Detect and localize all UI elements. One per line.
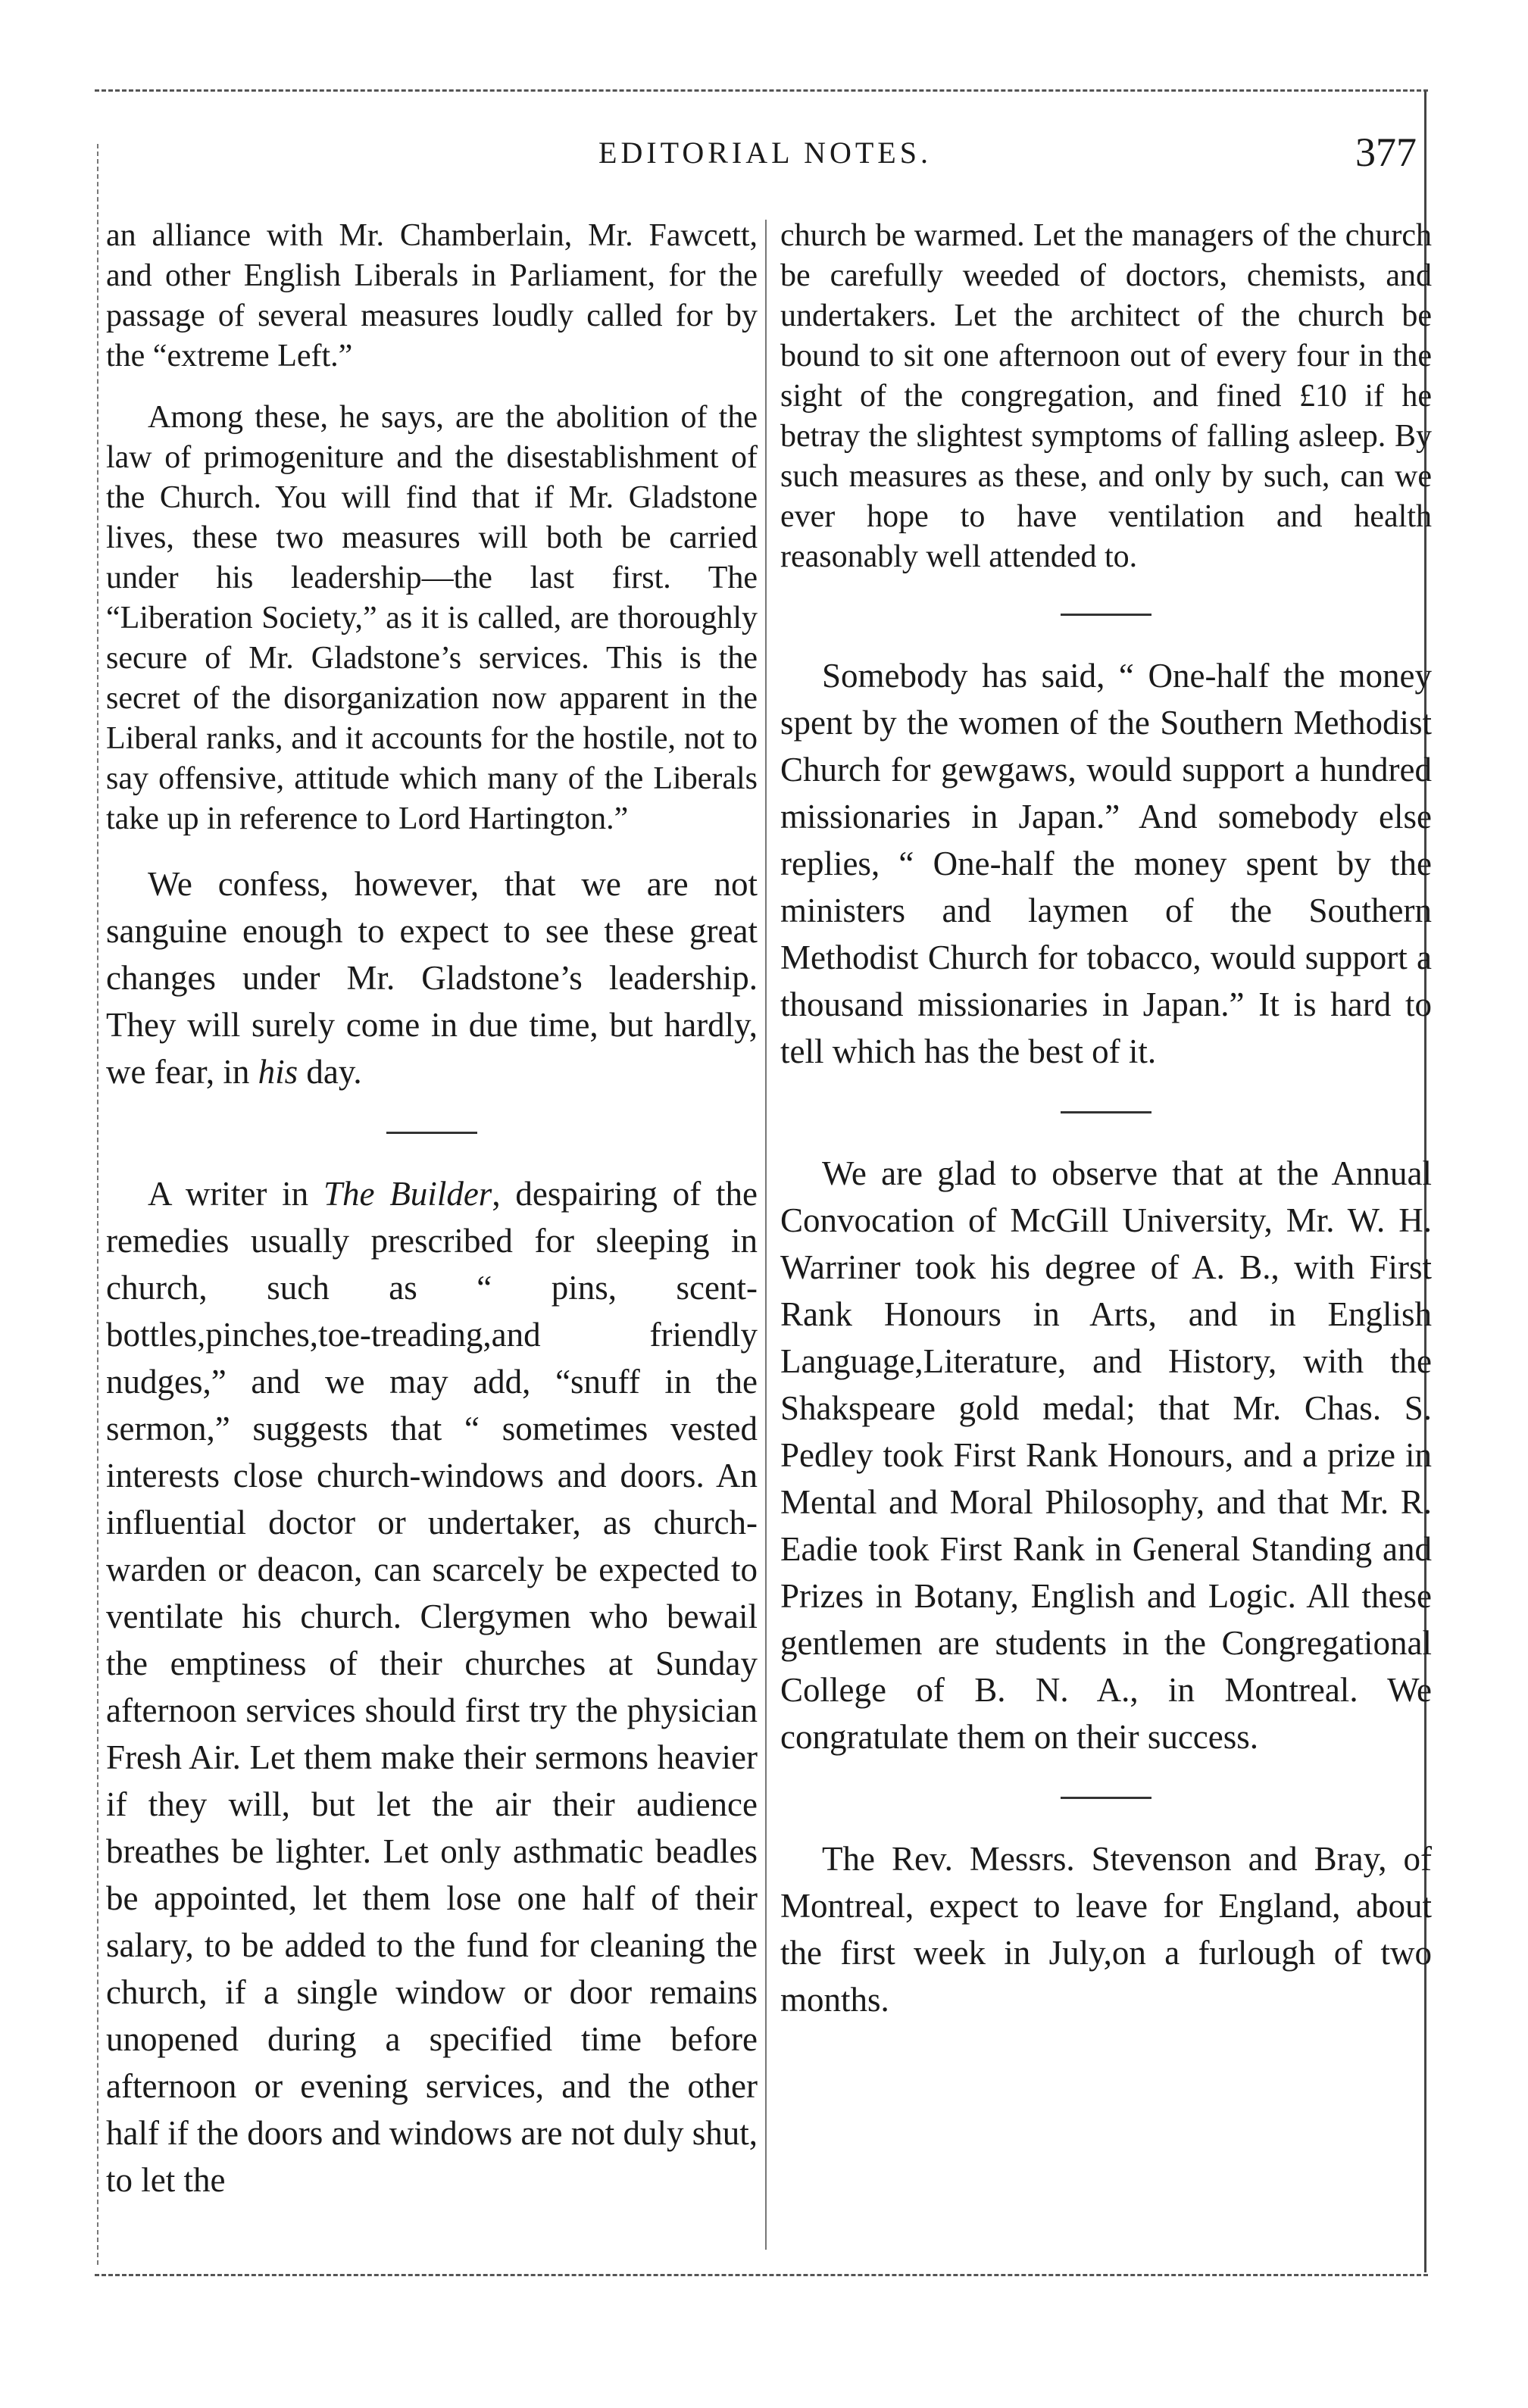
- paragraph-confession-text: We confess, however, that we are not sanguine enough to expect to see these great changes under Mr. Gladstone’s leadership. They will surely come in due time, but hardly, we fear, in: [106, 865, 758, 1091]
- paragraph-confession: [106, 860, 758, 1095]
- paragraph-church-warmed: church be warmed. Let the managers of the church be carefully weeded of doctors, chemists, and undertakers. Let the architect of the church be bound to sit one afternoon out of every four in the sight of the congregation, and fined £10 if he betray the slightest symptoms of falling asleep. By such measures as these, and only by such, can we ever hope to have ventilation and health reasonably well attended to.: [780, 218, 1432, 574]
- paragraph-builder-text: , despairing of the remedies usually prescribed for sleeping in church, such as “ pins, scent-bottles,pinches,toe-treading,and friendly nudges,” and we may add, “snuff in the sermon,” suggests that “ sometimes vested interests close church-windows and doors. An influential doctor or undertaker, as church-warden or deacon, can scarcely be expected to ventilate his church. Clergymen who bewail the emptiness of their churches at Sunday afternoon services should first try the physician Fresh Air. Let them make their sermons heavier if they will, but let the air their audience breathes be lighter. Let only asthmatic beadles be appointed, let them lose one half of their salary, to be added to the fund for cleaning the church, if a single window or door remains unopened during a specified time before afternoon or evening services, and the other half if the doors and windows are not duly shut, to let the: [106, 1175, 758, 2199]
- section-separator: [1061, 1797, 1151, 1799]
- page-number: 377: [1355, 130, 1417, 175]
- column-divider: [765, 220, 767, 2250]
- page-header: [106, 129, 1424, 182]
- paragraph-gewgaws: Somebody has said, “ One-half the money spent by the women of the Southern Methodist Church for gewgaws, would support a hundred missionaries in Japan.” And somebody else replies, “ One-half the money spent by the ministers and laymen of the Southern Methodist Church for tobacco, would support a thousand missionaries in Japan.” It is hard to tell which has the best of it.: [780, 657, 1432, 1070]
- left-border-rule: [97, 144, 98, 2265]
- left-column: [106, 216, 758, 2225]
- paragraph-confession-end: day.: [298, 1053, 362, 1091]
- section-separator: [1061, 1111, 1151, 1113]
- paragraph-builder-lead: A writer in: [148, 1175, 323, 1213]
- section-separator: [386, 1132, 477, 1134]
- right-column: [780, 216, 1432, 2044]
- top-border-rule: [95, 89, 1428, 92]
- paragraph-alliance: an alliance with Mr. Chamberlain, Mr. Fawcett, and other English Liberals in Parliament, for the passage of several measures loudly called for by the “extreme Left.”: [106, 218, 758, 373]
- bottom-border-rule: [95, 2274, 1428, 2276]
- paragraph-stevenson: The Rev. Messrs. Stevenson and Bray, of Montreal, expect to leave for England, about the first week in July,on a furlough of two months.: [780, 1840, 1432, 2019]
- section-separator: [1061, 614, 1151, 616]
- paragraph-builder: [106, 1170, 758, 2203]
- paragraph-mcgill: We are glad to observe that at the Annual Convocation of McGill University, Mr. W. H. Warriner took his degree of A. B., with First Rank Honours in Arts, and in English Language,Literature, and History, with the Shakspeare gold medal; that Mr. Chas. S. Pedley took First Rank Honours, and a prize in Mental and Moral Philosophy, and that Mr. R. Eadie took First Rank in General Standing and Prizes in Botany, English and Logic. All these gentlemen are students in the Congregational College of B. N. A., in Montreal. We congratulate them on their success.: [780, 1154, 1432, 1756]
- publication-title: The Builder: [323, 1175, 492, 1213]
- running-head: EDITORIAL NOTES.: [598, 136, 932, 170]
- paragraph-confession-emphasis: his: [258, 1053, 298, 1091]
- paragraph-abolition: Among these, he says, are the abolition of the law of primogeniture and the disestablishment of the Church. You will find that if Mr. Gladstone lives, these two measures will both be carried under his leadership—the last first. The “Liberation Society,” as it is called, are thoroughly secure of Mr. Gladstone’s services. This is the secret of the disorganization now apparent in the Liberal ranks, and it accounts for the hostile, not to say offensive, attitude which many of the Liberals take up in reference to Lord Hartington.”: [106, 400, 758, 836]
